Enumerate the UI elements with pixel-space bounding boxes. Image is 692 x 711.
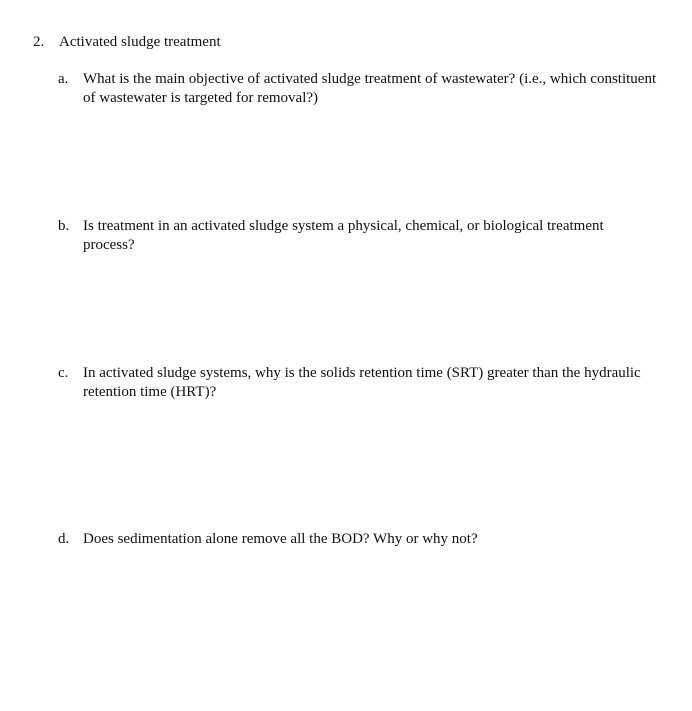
question-heading [33, 33, 221, 52]
subquestion-b [58, 217, 658, 255]
subquestion-a [58, 70, 658, 108]
question-number: 2. [33, 34, 45, 50]
subquestion-text: What is the main objective of activated sludge treatment of wastewater? (i.e., which constituent of wastewater is targeted for removal?) [83, 71, 657, 106]
subquestion-letter: c. [58, 365, 69, 381]
subquestion-d [58, 530, 658, 549]
subquestion-text: In activated sludge systems, why is the solids retention time (SRT) greater than the hydraulic retention time (HRT)? [83, 365, 641, 400]
subquestion-letter: a. [58, 71, 69, 87]
subquestion-letter: d. [58, 531, 70, 547]
question-title: Activated sludge treatment [59, 34, 221, 50]
subquestion-c [58, 364, 658, 402]
subquestion-text: Is treatment in an activated sludge system a physical, chemical, or biological treatment process? [83, 218, 604, 253]
subquestion-text: Does sedimentation alone remove all the BOD? Why or why not? [83, 531, 478, 547]
subquestion-letter: b. [58, 218, 70, 234]
